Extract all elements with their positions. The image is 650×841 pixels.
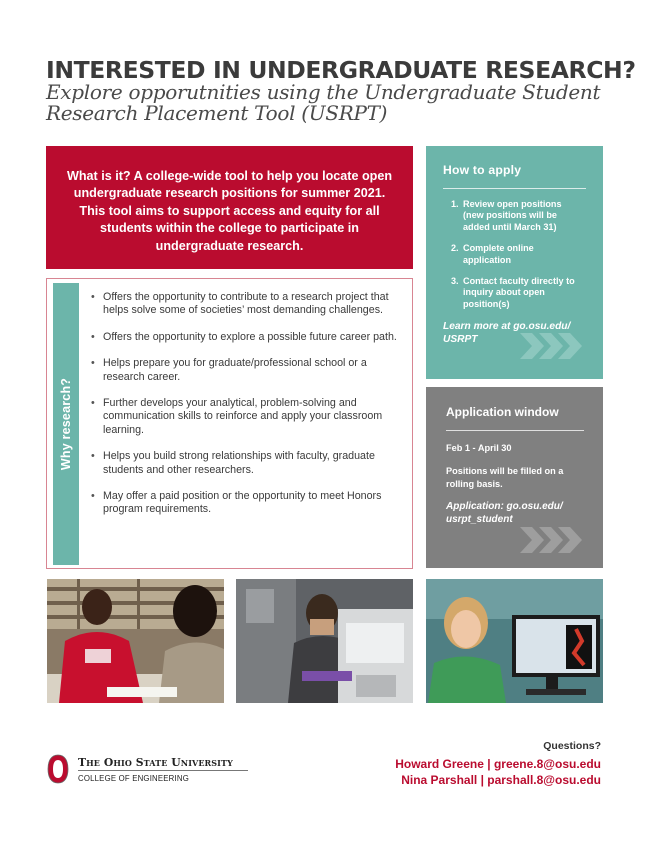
application-link[interactable]: Application: go.osu.edu/ usrpt_student (446, 501, 563, 525)
how-to-apply-title: How to apply (443, 163, 522, 177)
questions-label: Questions? (543, 740, 601, 752)
divider (443, 188, 586, 189)
step-number: 3. (451, 276, 459, 287)
divider (78, 770, 248, 771)
list-item: • Helps prepare you for graduate/professional school or a research career. (91, 357, 401, 384)
contact-howard-greene[interactable]: Howard Greene | greene.8@osu.edu (395, 757, 601, 771)
page-title: INTERESTED IN UNDERGRADUATE RESEARCH? (46, 56, 636, 84)
apply-step (443, 199, 578, 233)
step-text: Review open positions (new positions will be added until March 31) (463, 199, 562, 232)
step-number: 1. (451, 199, 459, 209)
learn-more-link[interactable]: Learn more at go.osu.edu/ USRPT (443, 321, 571, 346)
step-text: Contact faculty directly to inquiry about open position(s) (463, 276, 575, 309)
list-item: • Further develops your analytical, problem-solving and communication skills to reinforce and apply your classroom learning. (91, 397, 401, 437)
page-subtitle: Explore opporutnities using the Undergraduate Student Research Placement Tool (USRPT) (46, 80, 601, 125)
application-note: Positions will be filled on a rolling basis. (446, 466, 564, 489)
photo-lab-researcher (236, 579, 413, 703)
photo-students-talking (47, 579, 224, 703)
college-name: COLLEGE OF ENGINEERING (78, 774, 189, 783)
list-item: • Offers the opportunity to explore a possible future career path. (91, 331, 401, 344)
ohio-state-block-o-logo (47, 754, 69, 784)
apply-step (443, 243, 578, 266)
why-research-box (46, 278, 413, 569)
why-research-tab (53, 283, 79, 565)
list-item: • Offers the opportunity to contribute to a research project that helps solve some of societies’ most demanding challenges. (91, 291, 401, 318)
divider (446, 430, 584, 431)
apply-step (443, 276, 578, 310)
intro-box (46, 146, 413, 269)
application-dates: Feb 1 - April 30 (446, 443, 512, 453)
application-window-title: Application window (446, 405, 559, 419)
step-number: 2. (451, 243, 459, 254)
contact-nina-parshall[interactable]: Nina Parshall | parshall.8@osu.edu (401, 773, 601, 787)
list-item: • Helps you build strong relationships with faculty, graduate students and other researchers. (91, 450, 401, 477)
why-research-label: Why research? (59, 377, 73, 471)
step-text: Complete online application (463, 243, 534, 265)
list-item: • May offer a paid position or the opportunity to meet Honors program requirements. (91, 490, 401, 517)
apply-steps-list (443, 199, 578, 310)
photo-student-computer (426, 579, 603, 703)
why-research-list (91, 291, 401, 530)
intro-text: What is it? A college-wide tool to help you locate open undergraduate research positions for summer 2021. This tool aims to support access and equity for all students within the college to participate in undergraduate research. (66, 169, 393, 253)
chevron-arrows-icon (520, 527, 582, 553)
university-name: The Ohio State University (78, 756, 233, 769)
chevron-arrows-icon (520, 333, 582, 359)
